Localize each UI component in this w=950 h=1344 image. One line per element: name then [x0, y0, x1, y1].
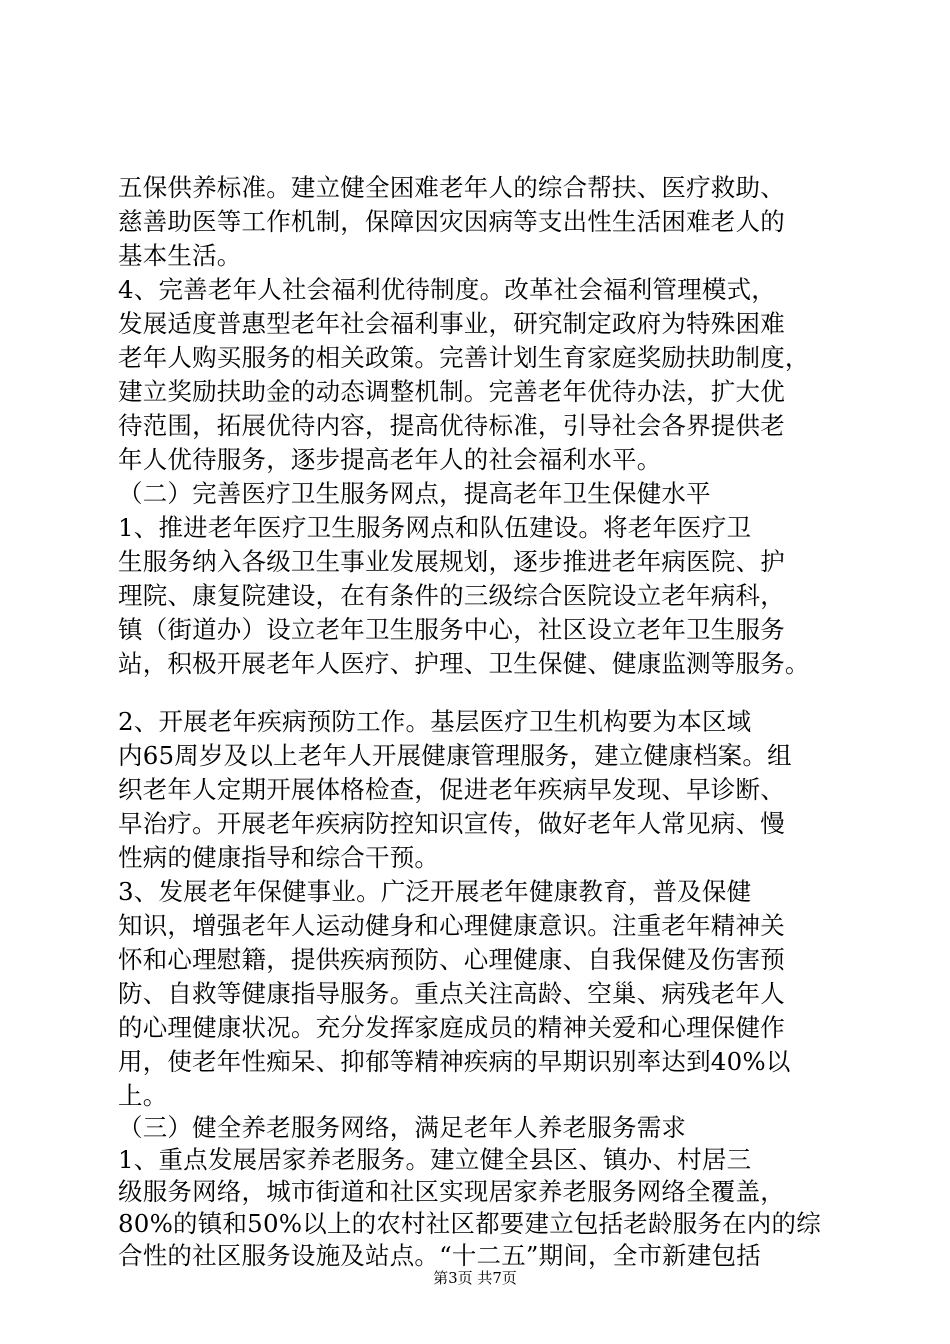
text-line: 慈善助医等工作机制，保障因灾因病等支出性生活困难老人的 — [118, 207, 785, 236]
text-line: 发展适度普惠型老年社会福利事业，研究制定政府为特殊困难 — [118, 309, 785, 338]
text-line: 基本生活。 — [118, 241, 242, 270]
text-line: 4、完善老年人社会福利优待制度。改革社会福利管理模式， — [118, 275, 776, 304]
text-line: 的心理健康状况。充分发挥家庭成员的精神关爱和心理保健作 — [118, 1013, 785, 1042]
text-line: 早治疗。开展老年疾病防控知识宣传，做好老年人常见病、慢 — [118, 809, 785, 838]
text-line: 老年人购买服务的相关政策。完善计划生育家庭奖励扶助制度， — [118, 343, 810, 372]
text-line: 站，积极开展老年人医疗、护理、卫生保健、健康监测等服务。 — [118, 649, 810, 678]
text-line: 织老年人定期开展体格检查，促进老年疾病早发现、早诊断、 — [118, 775, 785, 804]
text-line: 五保供养标准。建立健全困难老年人的综合帮扶、医疗救助、 — [118, 173, 785, 202]
text-line: 建立奖励扶助金的动态调整机制。完善老年优待办法，扩大优 — [118, 377, 785, 406]
text-line: 防、自救等健康指导服务。重点关注高龄、空巢、病残老年人 — [118, 979, 785, 1008]
text-line: 年人优待服务，逐步提高老年人的社会福利水平。 — [118, 445, 662, 474]
section-heading: （二）完善医疗卫生服务网点，提高老年卫生保健水平 — [118, 479, 711, 508]
text-line: 待范围，拓展优待内容，提高优待标准，引导社会各界提供老 — [118, 411, 785, 440]
text-line: 3、发展老年保健事业。广泛开展老年健康教育，普及保健 — [118, 877, 752, 906]
text-line: 理院、康复院建设，在有条件的三级综合医院设立老年病科， — [118, 581, 785, 610]
page-number: 第3页 共7页 — [433, 1269, 517, 1287]
text-line: 怀和心理慰籍，提供疾病预防、心理健康、自我保健及伤害预 — [118, 945, 785, 974]
text-line: 1、推进老年医疗卫生服务网点和队伍建设。将老年医疗卫 — [118, 513, 752, 542]
text-line: 镇（街道办）设立老年卫生服务中心，社区设立老年卫生服务 — [118, 615, 785, 644]
text-line: 性病的健康指导和综合干预。 — [118, 843, 440, 872]
section-heading: （三）健全养老服务网络，满足老年人养老服务需求 — [118, 1113, 687, 1142]
text-line: 生服务纳入各级卫生事业发展规划，逐步推进老年病医院、护 — [118, 547, 785, 576]
text-line: 合性的社区服务设施及站点。“十二五”期间，全市新建包括 — [118, 1241, 761, 1270]
text-line: 2、开展老年疾病预防工作。基层医疗卫生机构要为本区域 — [118, 707, 752, 736]
text-line: 知识，增强老年人运动健身和心理健康意识。注重老年精神关 — [118, 911, 785, 940]
text-line: 80%的镇和50%以上的农村社区都要建立包括老龄服务在内的综 — [118, 1209, 821, 1238]
text-line: 上。 — [118, 1081, 168, 1110]
text-line: 用，使老年性痴呆、抑郁等精神疾病的早期识别率达到40%以 — [118, 1047, 791, 1076]
text-line: 1、重点发展居家养老服务。建立健全县区、镇办、村居三 — [118, 1145, 752, 1174]
text-line: 内65周岁及以上老年人开展健康管理服务，建立健康档案。组 — [118, 741, 792, 770]
text-line: 级服务网络，城市街道和社区实现居家养老服务网络全覆盖， — [118, 1177, 785, 1206]
